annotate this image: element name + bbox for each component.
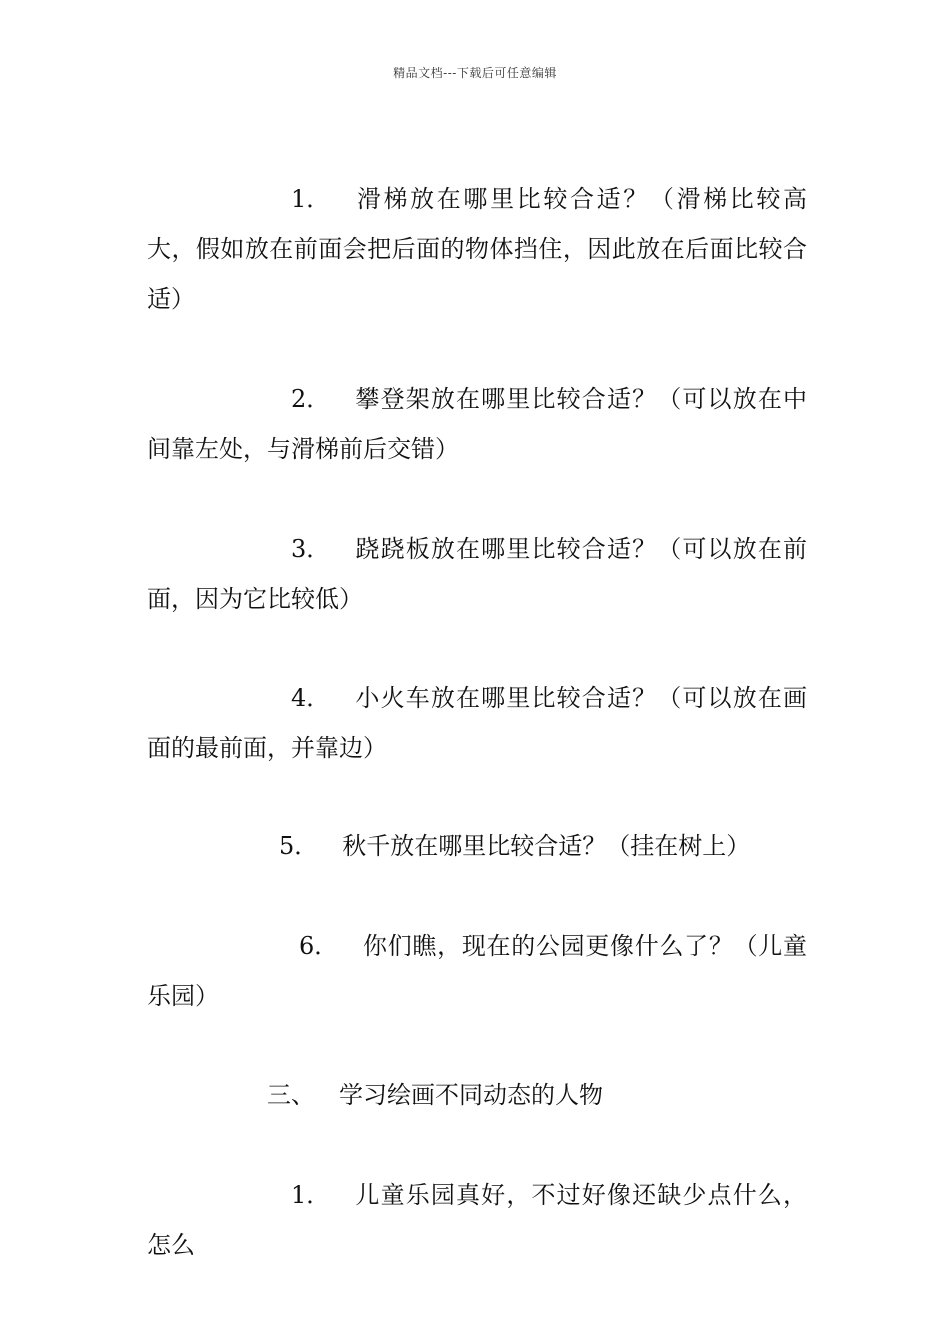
- paragraph-seesaw: [147, 524, 807, 624]
- section-heading: [147, 1070, 807, 1120]
- section-number: 三、: [267, 1081, 315, 1109]
- item-number: 6．: [299, 932, 339, 960]
- paragraph-text: 滑梯放在哪里比较合适？（滑梯比较高大，假如放在前面会把后面的物体挡住，因此放在后面比较合适）: [147, 185, 807, 313]
- paragraph-text: 儿童乐园真好，不过好像还缺少点什么，怎么: [147, 1181, 807, 1259]
- paragraph-playground: [147, 1170, 807, 1270]
- paragraph-train: [147, 673, 807, 773]
- item-number: 2．: [291, 385, 331, 413]
- item-number: 1．: [291, 1181, 331, 1209]
- paragraph-text: 跷跷板放在哪里比较合适？（可以放在前面，因为它比较低）: [147, 535, 807, 613]
- paragraph-text: 你们瞧，现在的公园更像什么了？（儿童乐园）: [147, 932, 807, 1010]
- paragraph-climbing-frame: [147, 374, 807, 474]
- section-title: 学习绘画不同动态的人物: [339, 1081, 603, 1109]
- item-number: 3．: [291, 535, 331, 563]
- paragraph-slide: [147, 174, 807, 324]
- item-number: 4．: [291, 684, 331, 712]
- item-number: 1．: [291, 185, 331, 213]
- paragraph-text: 攀登架放在哪里比较合适？（可以放在中间靠左处，与滑梯前后交错）: [147, 385, 807, 463]
- paragraph-text: 小火车放在哪里比较合适？（可以放在画面的最前面，并靠边）: [147, 684, 807, 762]
- page-header: 精品文档---下载后可任意编辑: [393, 66, 557, 80]
- paragraph-text: 秋千放在哪里比较合适？（挂在树上）: [342, 832, 751, 860]
- item-number: 5．: [279, 832, 319, 860]
- paragraph-park: [147, 921, 807, 1021]
- paragraph-swing: [147, 821, 807, 871]
